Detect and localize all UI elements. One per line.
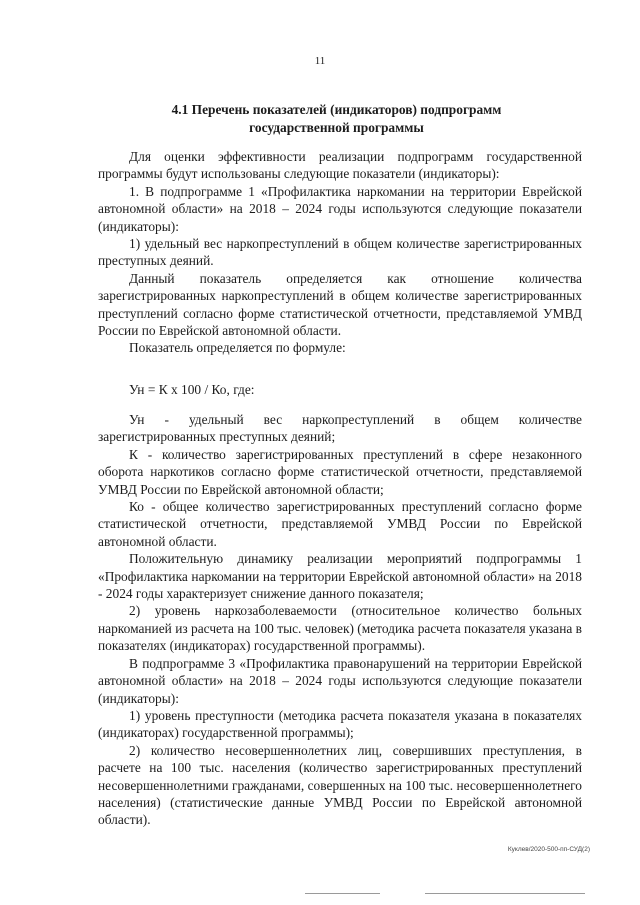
- paragraph-indicator-definition: Данный показатель определяется как отношение количества зарегистрированных наркопреступлений в общем количестве зарегистрированных преступлений согласно форме статистической отчетности, представляемой УМВД России по Еврейской автономной области.: [98, 270, 582, 339]
- paragraph-subprogram-1: 1. В подпрограмме 1 «Профилактика наркомании на территории Еврейской автономной области» на 2018 – 2024 годы используются следующие показатели (индикаторы):: [98, 183, 582, 234]
- paragraph-indicator-1: 1) удельный вес наркопреступлений в общем количестве зарегистрированных преступных деяний.: [98, 236, 582, 269]
- bottom-rule-left: [305, 893, 380, 894]
- paragraph-k-definition: К - количество зарегистрированных преступлений в сфере незаконного оборота наркотиков согласно форме статистической отчетности, представляемой УМВД России по Еврейской автономной области;: [98, 446, 582, 497]
- paragraph-ko-definition: Ко - общее количество зарегистрированных преступлений согласно форме статистической отчетности, представляемой УМВД России по Еврейской автономной области.: [98, 499, 582, 549]
- paragraph-juvenile-crime: 2) количество несовершеннолетних лиц, совершивших преступления, в расчете на 100 тыс. населения (количество зарегистрированных преступлений несовершеннолетними гражданами, совершенных на 100 тыс. несовершеннолетнего населения) (статистические данные УМВД России по Еврейской автономной области).: [98, 742, 582, 828]
- section-heading-line-2: государственной программы: [249, 120, 424, 135]
- paragraph-dynamics: Положительную динамику реализации мероприятий подпрограммы 1 «Профилактика наркомании на территории Еврейской автономной области» на 2018 - 2024 годы характеризует снижение данного показателя;: [98, 551, 582, 602]
- paragraph-indicator-2: 2) уровень наркозаболеваемости (относительное количество больных наркоманией из расчета на 100 тыс. человек) (методика расчета показателя указана в показателях (индикаторах) государственной программы).: [98, 603, 582, 654]
- body-text-lower: [98, 411, 582, 829]
- paragraph-formula-intro: Показатель определяется по формуле:: [129, 340, 346, 356]
- paragraph-un-definition: Ун - удельный вес наркопреступлений в общем количестве зарегистрированных преступных деяний;: [98, 412, 582, 445]
- section-heading-line-1: 4.1 Перечень показателей (индикаторов) подпрограмм: [171, 102, 502, 117]
- section-heading: [100, 101, 573, 137]
- paragraph-crime-level: 1) уровень преступности (методика расчета показателя указана в показателях (индикаторах) государственной программы);: [98, 707, 582, 741]
- paragraph-subprogram-3: В подпрограмме 3 «Профилактика правонарушений на территории Еврейской автономной области» на 2018 – 2024 годы используются следующие показатели (индикаторы):: [98, 655, 582, 706]
- bottom-rule-right: [425, 893, 585, 894]
- paragraph-intro: Для оценки эффективности реализации подпрограмм государственной программы будут использованы следующие показатели (индикаторы):: [98, 149, 582, 182]
- body-text-upper: [98, 148, 582, 357]
- formula-block: [98, 381, 582, 398]
- page-number: 11: [314, 55, 326, 67]
- document-reference: Куклев/2020-500-пп-СУД(2): [507, 846, 590, 853]
- formula: Ун = К х 100 / Ко, где:: [129, 382, 255, 397]
